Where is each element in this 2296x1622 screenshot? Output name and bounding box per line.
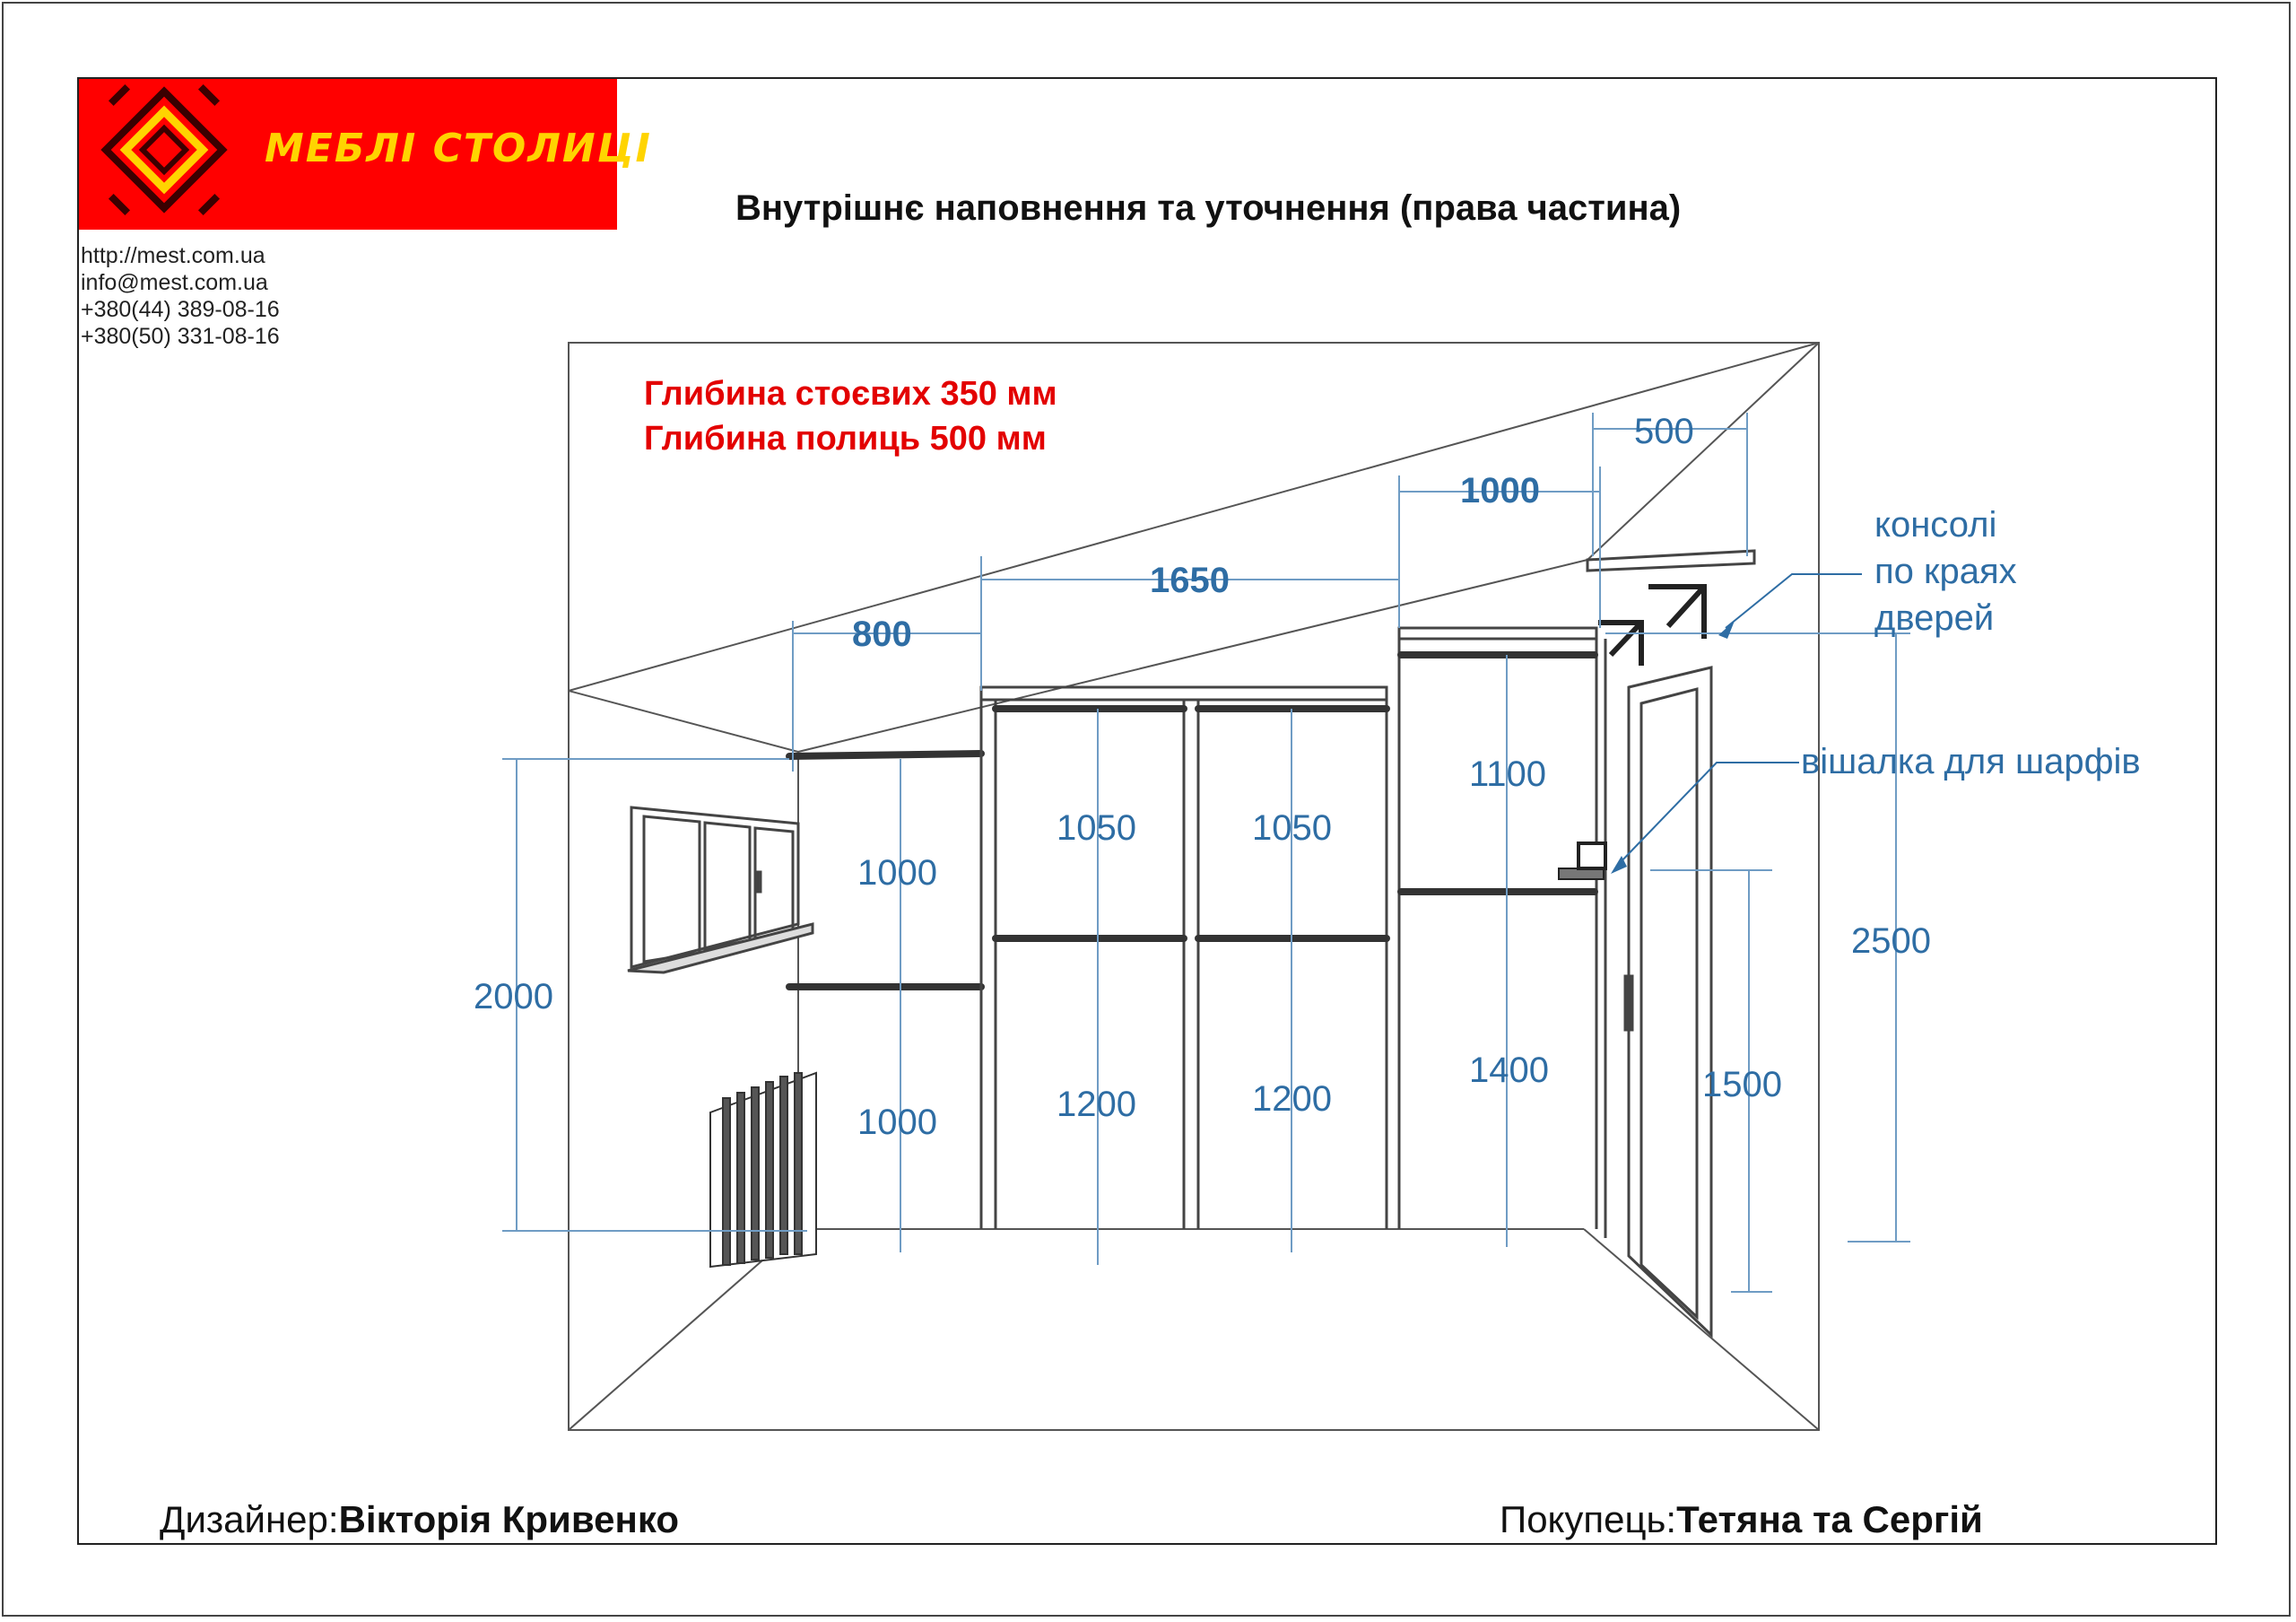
consoles-label-line2: по краях	[1874, 552, 2017, 591]
email-link[interactable]: info@mest.com.ua	[81, 270, 268, 295]
dim-section3-upper: 1050	[1252, 808, 1332, 848]
consoles-label-line3: дверей	[1874, 598, 1995, 638]
customer-name: Тетяна та Сергій	[1676, 1498, 1983, 1540]
dim-2500: 2500	[1851, 921, 1931, 961]
dim-2000: 2000	[474, 977, 553, 1016]
company-name: МЕБЛІ СТОЛИЦІ	[265, 126, 652, 171]
dim-500: 500	[1634, 412, 1694, 451]
console-brackets	[1598, 587, 1704, 666]
ceiling-left-edge	[569, 691, 798, 752]
dim-section3-lower: 1200	[1252, 1079, 1332, 1119]
dim-section4-upper: 1100	[1469, 754, 1547, 794]
annotation-labels	[1801, 505, 2141, 781]
dim-section2-lower: 1200	[1057, 1085, 1136, 1124]
door	[1625, 667, 1711, 1335]
scarf-hanger	[1559, 843, 1605, 879]
dim-section4-lower: 1400	[1469, 1051, 1549, 1090]
note-rack-depth: Глибина стоєвих 350 мм	[644, 375, 1057, 413]
radiator	[710, 1073, 816, 1267]
customer-label: Покупець:	[1500, 1498, 1677, 1540]
dim-section1-lower: 1000	[857, 1103, 937, 1142]
ceiling-slope-line	[569, 343, 1819, 691]
scarf-hanger-label: вішалка для шарфів	[1801, 742, 2141, 781]
customer-credit	[1500, 1498, 1983, 1541]
drawing-title: Внутрішнє наповнення та уточнення (права частина)	[735, 188, 1682, 228]
website-link[interactable]: http://mest.com.ua	[81, 243, 265, 268]
dim-1000-top: 1000	[1460, 471, 1540, 510]
wardrobe-carcass	[981, 628, 1605, 1238]
dim-section2-upper: 1050	[1057, 808, 1136, 848]
window	[628, 807, 813, 972]
note-shelf-depth: Глибина полиць 500 мм	[644, 420, 1047, 458]
designer-credit	[160, 1498, 679, 1541]
dim-1650: 1650	[1150, 561, 1230, 600]
upper-shelf	[1587, 551, 1754, 571]
designer-name: Вікторія Кривенко	[338, 1498, 679, 1540]
dim-section1-upper: 1000	[857, 853, 937, 893]
phone-2: +380(50) 331-08-16	[81, 324, 280, 349]
dim-door-1500: 1500	[1702, 1065, 1782, 1104]
phone-1: +380(44) 389-08-16	[81, 297, 280, 322]
dim-800: 800	[852, 615, 912, 654]
consoles-label-line1: консолі	[1874, 505, 1997, 545]
wardrobe-rods	[996, 655, 1595, 938]
designer-label: Дизайнер:	[160, 1498, 339, 1540]
